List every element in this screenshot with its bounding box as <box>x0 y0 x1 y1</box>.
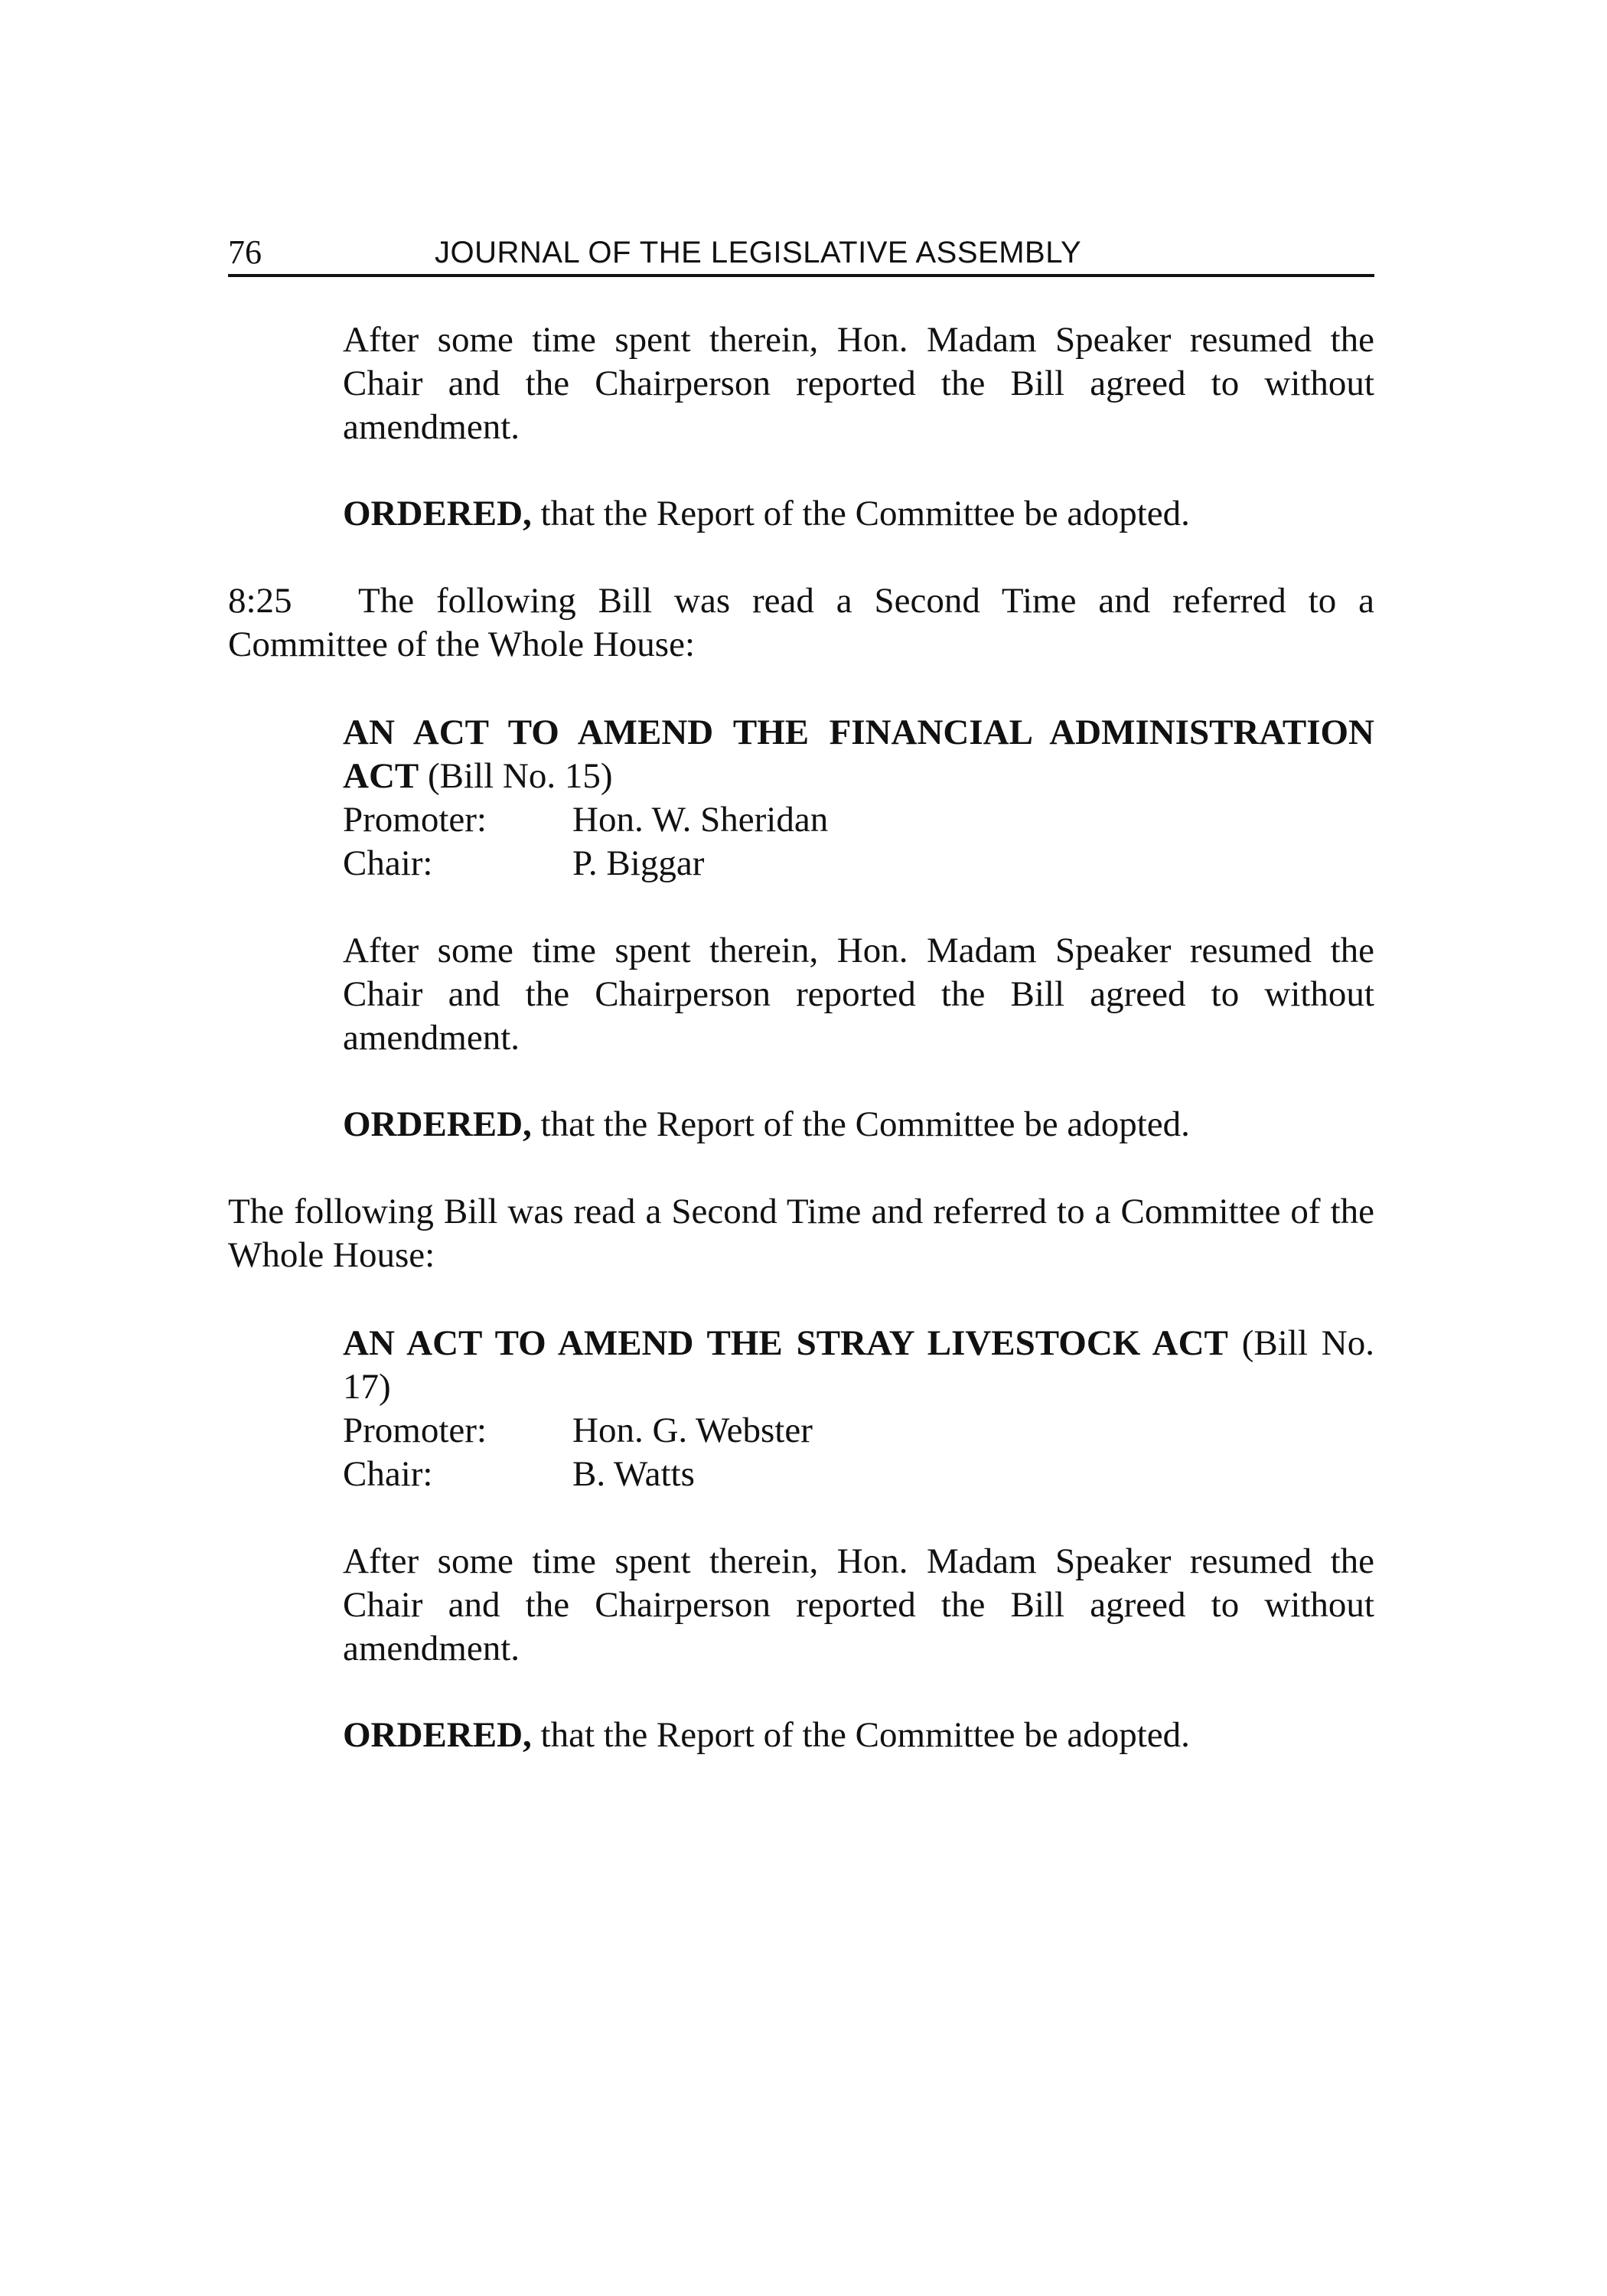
second-reading-entry <box>228 579 1374 667</box>
time-stamp: 8:25 <box>228 581 292 621</box>
bill-number: (Bill No. 15) <box>427 756 613 796</box>
bill-title <box>343 1322 1374 1409</box>
ordered-keyword: ORDERED, <box>343 494 532 533</box>
ordered-paragraph <box>343 1103 1374 1146</box>
running-head: JOURNAL OF THE LEGISLATIVE ASSEMBLY <box>435 236 1082 269</box>
promoter-name: Hon. G. Webster <box>572 1411 813 1450</box>
bill-title-text: AN ACT TO AMEND THE STRAY LIVESTOCK ACT <box>343 1323 1228 1363</box>
ordered-text: that the Report of the Committee be adopted. <box>540 1104 1190 1144</box>
speaker-resumed-paragraph: After some time spent therein, Hon. Madam Speaker resumed the Chair and the Chairperson reported the Bill agreed to without amendment. <box>343 320 1374 447</box>
ordered-keyword: ORDERED, <box>343 1104 532 1144</box>
bill-title-text: AN ACT TO AMEND THE FINANCIAL ADMINISTRATION ACT <box>343 713 1374 796</box>
ordered-text: that the Report of the Committee be adopted. <box>540 494 1190 533</box>
bill-number: (Bill No. 17) <box>343 1323 1374 1407</box>
promoter-label: Promoter: <box>343 1411 487 1450</box>
chair-label: Chair: <box>343 843 433 883</box>
page-number: 76 <box>228 233 262 271</box>
bill-title <box>343 711 1374 798</box>
ordered-text: that the Report of the Committee be adopted. <box>540 1715 1190 1755</box>
ordered-keyword: ORDERED, <box>343 1715 532 1755</box>
speaker-resumed-paragraph: After some time spent therein, Hon. Madam Speaker resumed the Chair and the Chairperson reported the Bill agreed to without amendment. <box>343 1541 1374 1668</box>
chair-label: Chair: <box>343 1454 433 1494</box>
promoter-name: Hon. W. Sheridan <box>572 800 829 840</box>
chair-name: P. Biggar <box>572 843 705 883</box>
promoter-label: Promoter: <box>343 800 487 840</box>
second-reading-entry: The following Bill was read a Second Time and referred to a Committee of the Whole House: <box>228 1192 1374 1275</box>
page-header <box>228 227 1374 277</box>
chair-name: B. Watts <box>572 1454 695 1494</box>
ordered-paragraph <box>343 1714 1374 1757</box>
speaker-resumed-paragraph: After some time spent therein, Hon. Madam Speaker resumed the Chair and the Chairperson reported the Bill agreed to without amendment. <box>343 931 1374 1058</box>
second-reading-text: The following Bill was read a Second Time and referred to a Committee of the Whole House: <box>228 581 1374 664</box>
ordered-paragraph <box>343 492 1374 536</box>
